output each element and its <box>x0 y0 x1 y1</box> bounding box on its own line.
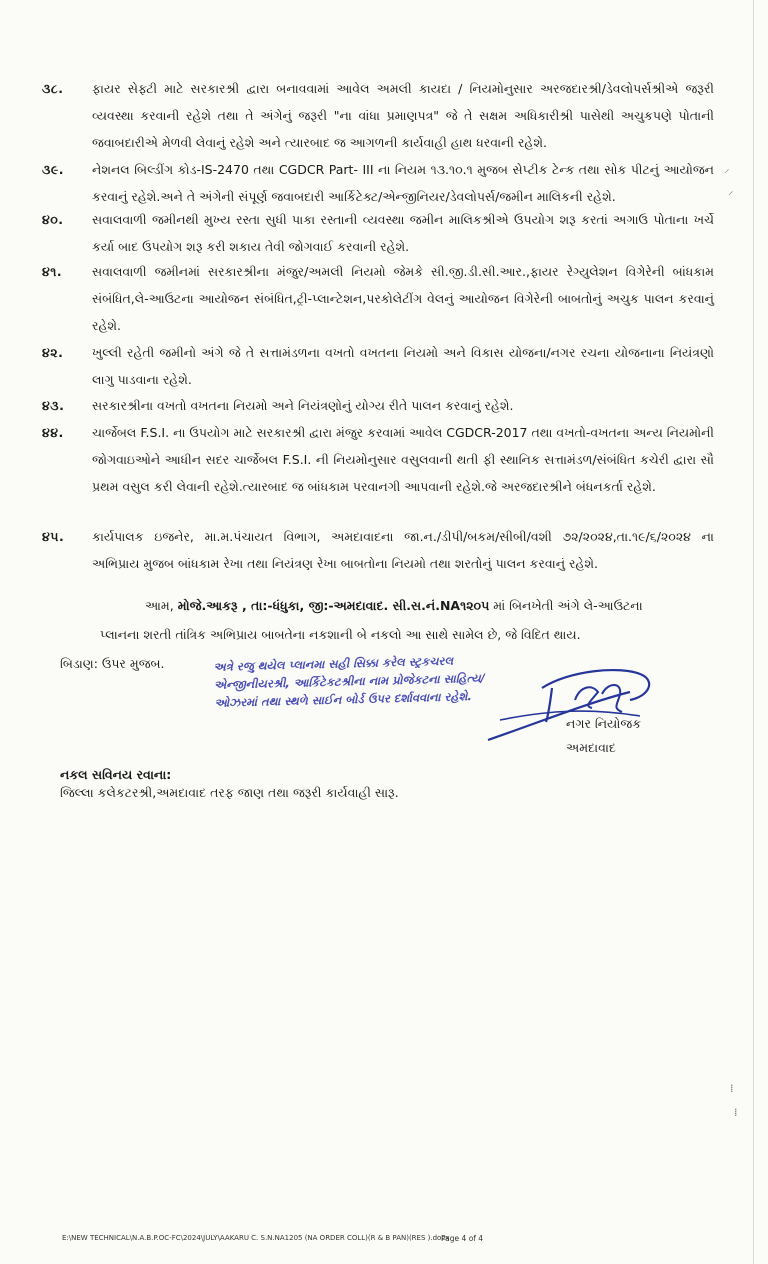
margin-mark: ⁞ <box>730 1082 734 1095</box>
copy-heading: નકલ સવિનય રવાના: <box>60 767 172 782</box>
clause-number: ૪૦. <box>42 212 64 227</box>
margin-mark: ⁞ <box>734 1106 738 1119</box>
clause-number: ૩૮. <box>42 81 64 96</box>
clause-text: સરકારશ્રીના વખતો વખતના નિયમો અને નિયંત્રણોનું યોગ્ય રીતે પાલન કરવાનું રહેશે. <box>92 398 514 413</box>
footer-path: E:\NEW TECHNICAL\N.A.B.P.OC-FC\2024\JULY\AAKARU C. S.N.NA1205 (NA ORDER COLL)(R & B PAN)(RES ).docx <box>62 1234 450 1242</box>
clause-39 <box>42 157 714 211</box>
copy-line: જિલ્લા કલેકટરશ્રી,અમદાવાદ તરફ જાણ તથા જરૂરી કાર્યવાહી સારૂ. <box>60 785 399 800</box>
closing-location: મોજે.આકરૂ , તા:-ધંધુકા, જી:-અમદાવાદ. સી.સ.નં.NA૧૨૦૫ <box>177 598 490 613</box>
clause-43 <box>42 393 714 420</box>
clause-44 <box>42 420 714 500</box>
clause-40 <box>42 207 714 261</box>
clause-text: ચાર્જેબલ F.S.I. ના ઉપયોગ માટે સરકારશ્રી દ્વારા મંજુર કરવામાં આવેલ CGDCR-2017 તથા વખતો-વખતના અન્ય નિયમોની જોગવાઇઓને આધીન સદર ચાર્જેબલ F.S.I. ની નિયમોનુસાર વસુલવાની થતી ફી સ્થાનિક સત્તામંડળ/સંબંધિત કચેરી દ્વારા સૌ પ્રથમ વસુલ કરી લેવાની રહેશે.ત્યારબાદ જ બાંધકામ પરવાનગી આપવાની રહેશે.જે અરજદારશ્રીને બંધનકર્તા રહેશે. <box>92 425 714 494</box>
clause-text: કાર્યપાલક ઇજનેર, મા.મ.પંચાયત વિભાગ, અમદાવાદના જા.ન./ડીપી/બકમ/સીબી/વશી ૭૨/૨૦૨૪,તા.૧૯/૬/૨૦૨૪ ના અભિપ્રાય મુજબ બાંધકામ રેખા તથા નિયંત્રણ રેખા બાબતોના નિયમો તથા શરતોનું પાલન કરવાનું રહેશે. <box>92 529 714 571</box>
signatory-place: અમદાવાદ <box>566 740 616 755</box>
clause-42 <box>42 340 714 394</box>
signatory-block <box>566 712 641 760</box>
clause-text: સવાલવાળી જમીનથી મુખ્ય રસ્તા સુધી પાકા રસ્તાની વ્યવસ્થા જમીન માલિકશ્રીએ ઉપયોગ શરૂ કરતાં અગાઉ પોતાના ખર્ચે કર્યા બાદ ઉપયોગ શરૂ કરી શકાય તેવી જોગવાઈ કરવાની રહેશે. <box>92 212 714 254</box>
clause-number: ૪૩. <box>42 398 65 413</box>
clause-text: ફાયર સેફ્ટી માટે સરકારશ્રી દ્વારા બનાવવામાં આવેલ અમલી કાયદા / નિયમોનુસાર અરજદારશ્રી/ડેવલોપર્સશ્રીએ જરૂરી વ્યવસ્થા કરવાની રહેશે તથા તે અંગેનું જરૂરી "ના વાંધા પ્રમાણપત્ર" જે તે સક્ષમ અધિકારીશ્રી પાસેથી અચુકપણે પોતાની જવાબદારીએ મેળવી લેવાનું રહેશે અને ત્યારબાદ જ આગળની કાર્યવાહી હાથ ધરવાની રહેશે. <box>92 81 714 150</box>
clause-number: ૪૫. <box>42 529 65 544</box>
closing-line-2: પ્લાનના શરતી તાંત્રિક અભિપ્રાય બાબતેના નકશાની બે નકલો આ સાથે સામેલ છે, જે વિદિત થાય. <box>100 627 581 642</box>
clause-45 <box>42 524 714 578</box>
clause-text: નેશનલ બિલ્ડીંગ કોડ-IS-2470 તથા CGDCR Part- III ના નિયમ ૧૩.૧૦.૧ મુજબ સેપ્ટીક ટેન્ક તથા સોક પીટનું આયોજન કરવાનું રહેશે.અને તે અંગેની સંપૂર્ણ જવાબદારી આર્કિટેક્ટ/એન્જીનિયર/ડેવલોપર્સ/જમીન માલિકની રહેશે. <box>92 162 714 204</box>
clause-number: ૪૨. <box>42 345 64 360</box>
page-number: Page 4 of 4 <box>441 1234 484 1243</box>
clause-text: સવાલવાળી જમીનમાં સરકારશ્રીના મંજુર/અમલી નિયમો જેમકે સી.જી.ડી.સી.આર.,ફાયર રેગ્યુલેશન વિગેરેની બાંધકામ સંબંધિત,લે-આઉટના આયોજન સંબંધિત,ટ્રી-પ્લાન્ટેશન,પરકોલેટીંગ વેલનું આયોજન વિગેરેની બાબતોનું અચુક પાલન કરવાનું રહેશે. <box>92 264 714 333</box>
clause-number: ૪૧. <box>42 264 63 279</box>
enclosure-note: બિડાણ: ઉપર મુજબ. <box>60 656 165 671</box>
signatory-title: નગર નિયોજક <box>566 716 642 731</box>
clause-number: ૪૪. <box>42 425 64 440</box>
clause-number: ૩૯. <box>42 162 64 177</box>
blue-stamp: અત્રે રજુ થયેલ પ્લાનમા સહી સિક્કા કરેલ સ્ટ્રકચરલ એન્જીનીયરશ્રી, આર્કિટેકટશ્રીના નામ પ્રોજેકટના સાહિત્ય/ ઓઝરમાં તથા સ્થળે સાઈન બોર્ડ ઉપર દર્શાવવાના રહેશે. <box>213 653 486 710</box>
clause-38 <box>42 76 714 156</box>
clause-41 <box>42 259 714 339</box>
clause-text: ખુલ્લી રહેતી જમીનો અંગે જે તે સત્તામંડળના વખતો વખતના નિયમો અને વિકાસ યોજના/નગર રચના યોજનાના નિયંત્રણો લાગુ પાડવાના રહેશે. <box>92 345 714 387</box>
margin-mark: ⸍ <box>728 189 734 202</box>
margin-mark: ⸍ <box>724 167 730 180</box>
closing-line-1: આમ, મોજે.આકરૂ , તા:-ધંધુકા, જી:-અમદાવાદ. સી.સ.નં.NA૧૨૦૫ માં બિનખેતી અંગે લે-આઉટના <box>145 598 643 613</box>
